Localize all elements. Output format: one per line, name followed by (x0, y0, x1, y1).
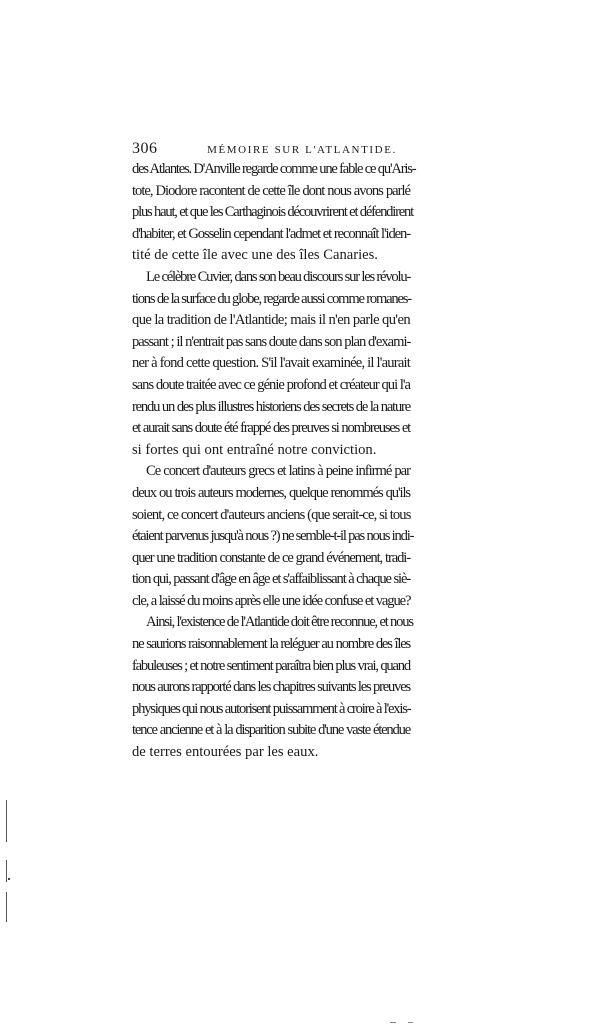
scan-mark (8, 878, 10, 880)
paragraph (132, 267, 410, 461)
text-line: Ce concert d'auteurs grecs et latins à peine infirmé par (146, 463, 410, 480)
paragraph (132, 159, 416, 267)
page-body (132, 159, 416, 764)
text-line: rendu un des plus illustres historiens des secrets de la nature (132, 398, 410, 415)
scan-mark (390, 1022, 396, 1023)
running-title: MÉMOIRE SUR L'ATLANTIDE. (207, 144, 397, 156)
text-line: fabuleuses ; et notre sentiment paraîtra bien plus vrai, quand (132, 657, 410, 674)
text-line: tion qui, passant d'âge en âge et s'affaiblissant à chaque siè- (132, 571, 411, 588)
text-line: et aurait sans doute été frappé des preuves si nombreuses et (132, 420, 410, 437)
text-line: d'habiter, et Gosselin cependant l'admet et reconnaît l'iden- (132, 225, 410, 242)
text-line: tote, Diodore racontent de cette île dont nous avons parlé (132, 182, 410, 199)
text-line: Ainsi, l'existence de l'Atlantide doit être reconnue, et nous (146, 614, 413, 631)
scan-mark (6, 892, 7, 922)
paragraph (132, 612, 413, 763)
scan-mark (408, 1022, 413, 1023)
text-line: étaient parvenus jusqu'à nous ?) ne semble-t-il pas nous indi- (132, 528, 414, 545)
text-line: ner à fond cette question. S'il l'avait examinée, il l'aurait (132, 355, 411, 372)
text-line: Le célèbre Cuvier, dans son beau discours sur les révolu- (146, 268, 411, 285)
text-line: tité de cette île avec une des îles Canaries. (132, 247, 378, 264)
text-line: sans doute traitée avec ce génie profond et créateur qui l'a (132, 376, 410, 393)
text-line: que la tradition de l'Atlantide; mais il n'en parle qu'en (132, 312, 411, 329)
scan-footer-marks (390, 1022, 430, 1024)
text-line: de terres entourées par les eaux. (132, 744, 319, 761)
text-line: nous aurons rapporté dans les chapitres suivants les preuves (132, 679, 410, 696)
text-line: ne saurions raisonnablement la reléguer au nombre des îles (132, 636, 410, 653)
text-line: deux ou trois auteurs modernes, quelque renommés qu'ils (132, 484, 410, 501)
scan-margin-marks (4, 800, 10, 960)
paragraph (132, 461, 414, 612)
text-line: soient, ce concert d'auteurs anciens (que serait-ce, si tous (132, 506, 411, 523)
scan-mark (6, 800, 7, 842)
text-line: plus haut, et que les Carthaginois découvrirent et défendirent (132, 204, 414, 221)
page-header (132, 140, 410, 158)
text-line: cle, a laissé du moins après elle une idée confuse et vague? (132, 592, 411, 609)
text-line: passant ; il n'entrait pas sans doute dans son plan d'exami- (132, 333, 411, 350)
text-line: quer une tradition constante de ce grand événement, tradi- (132, 549, 410, 566)
text-line: tions de la surface du globe, regarde aussi comme romanes- (132, 290, 411, 307)
text-line: des Atlantes. D'Anville regarde comme une fable ce qu'Aris- (132, 161, 416, 177)
text-line: tence ancienne et à la disparition subite d'une vaste étendue (132, 722, 410, 739)
page-number: 306 (132, 140, 158, 157)
scan-mark (6, 860, 7, 882)
text-line: si fortes qui ont entraîné notre conviction. (132, 441, 377, 458)
text-line: physiques qui nous autorisent puissamment à croire à l'exis- (132, 700, 411, 717)
